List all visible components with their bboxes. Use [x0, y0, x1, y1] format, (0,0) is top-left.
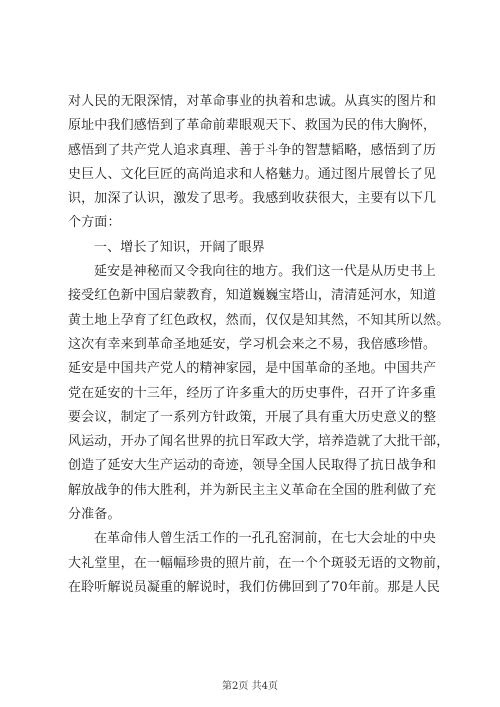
text-line: 史巨人、文化巨匠的高尚追求和人格魅力。通过图片展曾长了见 — [68, 166, 437, 182]
text-line: 一、增长了知识，开阔了眼界 — [94, 239, 265, 255]
text-line: 感悟到了共产党人追求真理、善于斗争的智慧韬略，感悟到了历 — [68, 142, 437, 158]
text-line: 在革命伟人曾生活工作的一孔孔窑洞前，在七大会址的中央 — [94, 531, 436, 547]
text-line: 党在延安的十三年，经历了许多重大的历史事件，召开了许多重 — [68, 385, 437, 401]
text-line: 延安是中国共产党人的精神家园，是中国革命的圣地。中国共产 — [68, 361, 437, 377]
text-line: 这次有幸来到革命圣地延安，学习机会来之不易，我倍感珍惜。 — [68, 336, 437, 352]
text-line: 解放战争的伟大胜利，并为新民主主义革命在全国的胜利做了充 — [68, 482, 437, 498]
body-text — [68, 90, 450, 600]
text-line: 识，加深了认识，激发了思考。我感到收获很大，主要有以下几 — [68, 191, 437, 207]
page-footer: 第2页 共4页 — [222, 681, 278, 692]
text-line: 在聆听解说员凝重的解说时，我们仿佛回到了70年前。那是人民 — [68, 579, 440, 595]
text-line: 创造了延安大生产运动的奇迹，领导全国人民取得了抗日战争和 — [68, 458, 437, 474]
text-line: 原址中我们感悟到了革命前辈眼观天下、救国为民的伟大胸怀， — [68, 118, 437, 134]
text-line: 分准备。 — [68, 507, 121, 523]
text-line: 个方面： — [68, 215, 121, 231]
text-line: 黄土地上孕育了红色政权，然而，仅仅是知其然，不知其所以然。 — [68, 312, 450, 328]
text-line: 接受红色新中国启蒙教育，知道巍巍宝塔山，清清延河水，知道 — [68, 288, 437, 304]
text-line: 风运动，开办了闻名世界的抗日军政大学，培养造就了大批干部， — [68, 434, 450, 450]
text-line: 对人民的无限深情，对革命事业的执着和忠诚。从真实的图片和 — [68, 94, 437, 109]
text-line: 要会议，制定了一系列方针政策，开展了具有重大历史意义的整 — [68, 409, 437, 425]
text-line: 延安是神秘而又令我向往的地方。我们这一代是从历史书上 — [94, 264, 436, 280]
text-line: 大礼堂里，在一幅幅珍贵的照片前，在一个个斑驳无语的文物前， — [68, 555, 450, 571]
